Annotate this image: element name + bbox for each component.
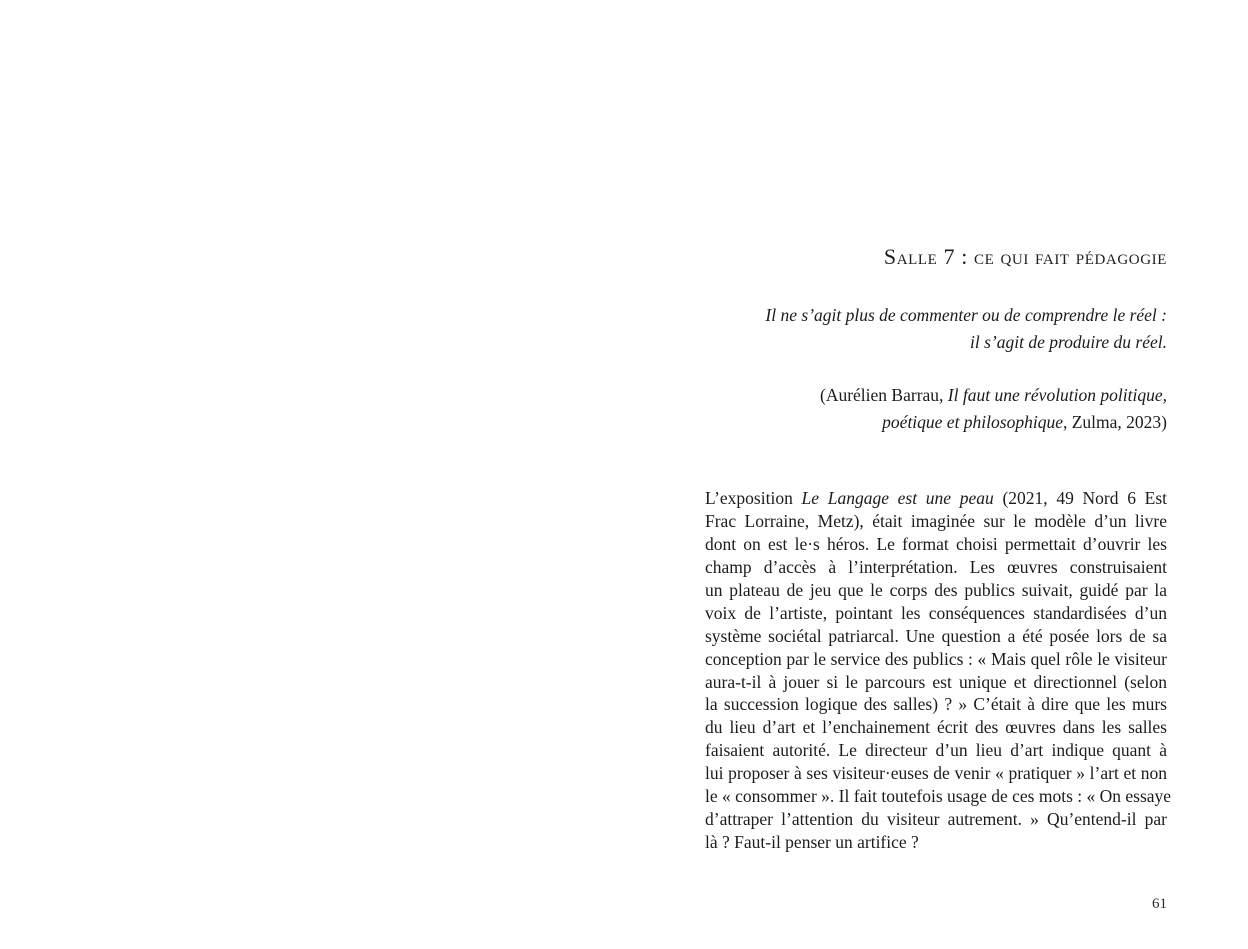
body-line: la succession logique des salles) ? » C’était à dire que les murs [705, 694, 1167, 715]
exhibition-title: Le Langage est une peau [801, 488, 994, 508]
body-line: voix de l’artiste, pointant les conséquences standardisées d’un [705, 602, 1167, 623]
epigraph-citation [727, 382, 1167, 436]
book-page-right [705, 0, 1172, 949]
body-text-span: (2021, 49 Nord 6 Est [993, 488, 1167, 508]
body-line: lui proposer à ses visiteur·euses de venir « pratiquer » l’art et non [705, 763, 1167, 784]
body-line: Frac Lorraine, Metz), était imaginée sur le modèle d’un livre [705, 510, 1167, 531]
citation-book-title: Il faut une révolution politique, [947, 385, 1167, 405]
body-line: champ d’accès à l’interprétation. Les œuvres construisaient [705, 556, 1167, 577]
body-line: un plateau de jeu que le corps des publics suivait, guidé par la [705, 579, 1167, 600]
body-line: faisaient autorité. Le directeur d’un lieu d’art indique quant à [705, 740, 1167, 761]
body-line: du lieu d’art et l’enchainement écrit des œuvres dans les salles [705, 717, 1167, 738]
chapter-title: Salle 7 : ce qui fait pédagogie [883, 244, 1167, 269]
epigraph-line: Il ne s’agit plus de commenter ou de comprendre le réel : [765, 305, 1167, 325]
epigraph [727, 302, 1167, 356]
body-line [705, 487, 1167, 510]
body-line: dont on est le·s héros. Le format choisi permettait d’ouvrir les [705, 533, 1167, 554]
citation-book-title: poétique et philosophique [882, 412, 1063, 432]
citation-line [727, 382, 1167, 409]
citation-publisher: , Zulma, 2023) [1062, 412, 1167, 432]
body-line: système sociétal patriarcal. Une question a été posée lors de sa [705, 625, 1167, 646]
body-line: aura-t-il à jouer si le parcours est unique et directionnel (selon [705, 671, 1167, 692]
body-line: conception par le service des publics : « Mais quel rôle le visiteur [705, 648, 1167, 669]
epigraph-line: il s’agit de produire du réel. [969, 332, 1167, 352]
body-line: le « consommer ». Il fait toutefois usage de ces mots : « On essaye [705, 786, 1172, 807]
citation-author: (Aurélien Barrau, [820, 385, 948, 405]
body-line: d’attraper l’attention du visiteur autrement. » Qu’entend-il par [705, 809, 1167, 830]
page-number: 61 [1152, 896, 1167, 912]
citation-line [727, 409, 1167, 436]
body-text-span: L’exposition [705, 488, 802, 508]
body-line: là ? Faut-il penser un artifice ? [705, 832, 919, 853]
body-paragraph [705, 487, 1172, 854]
